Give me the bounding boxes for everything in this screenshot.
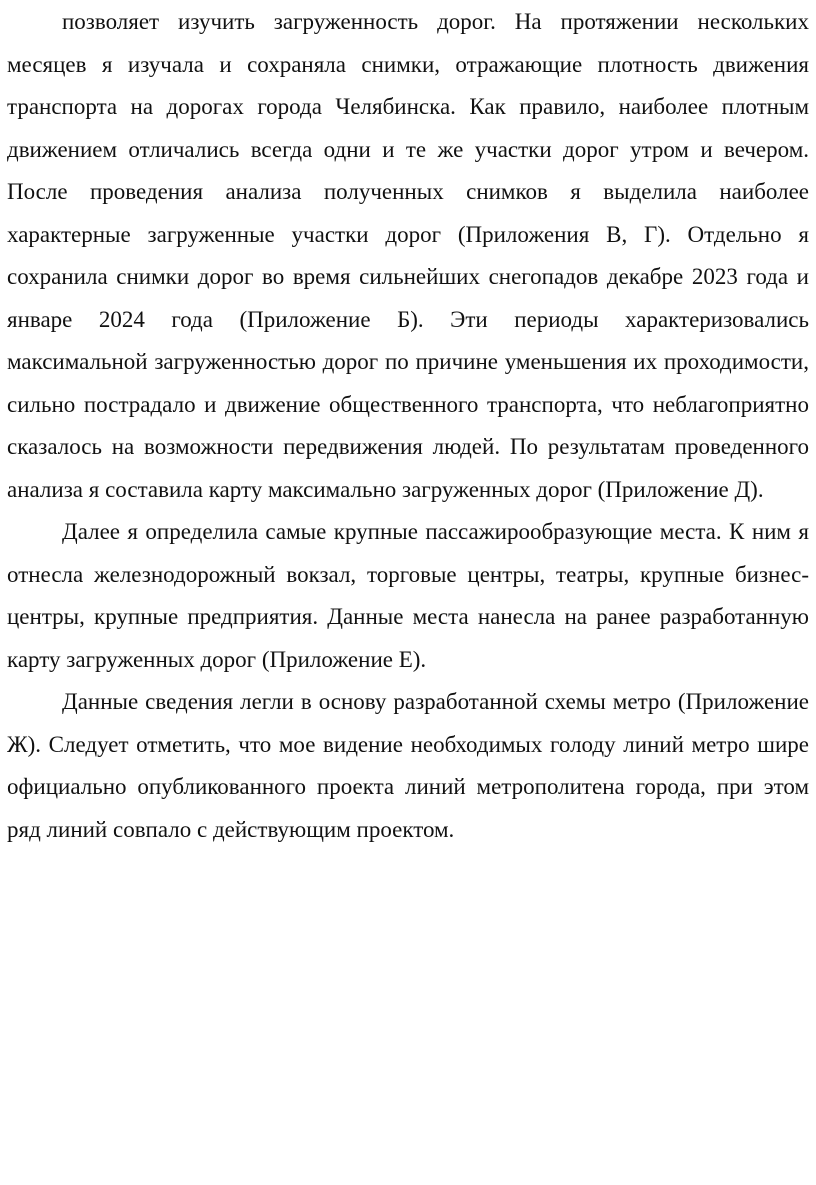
paragraph-passenger-places: Далее я определила самые крупные пассажирообразующие места. К ним я отнесла железнодорожный вокзал, торговые центры, театры, крупные бизнес-центры, крупные предприятия. Данные места нанесла на ранее разработанную карту загруженных дорог (Приложение Е). <box>7 519 809 672</box>
document-body <box>7 1 809 851</box>
paragraph-road-analysis: позволяет изучить загруженность дорог. На протяжении нескольких месяцев я изучала и сохраняла снимки, отражающие плотность движения транспорта на дорогах города Челябинска. Как правило, наиболее плотным движением отличались всегда одни и те же участки дорог утром и вечером. После проведения анализа полученных снимков я выделила наиболее характерные загруженные участки дорог (Приложения В, Г). Отдельно я сохранила снимки дорог во время сильнейших снегопадов декабре 2023 года и январе 2024 года (Приложение Б). Эти периоды характеризовались максимальной загруженностью дорог по причине уменьшения их проходимости, сильно пострадало и движение общественного транспорта, что неблагоприятно сказалось на возможности передвижения людей. По результатам проведенного анализа я составила карту максимально загруженных дорог (Приложение Д). <box>7 9 809 502</box>
paragraph-metro-scheme: Данные сведения легли в основу разработанной схемы метро (Приложение Ж). Следует отметить, что мое видение необходимых голоду линий метро шире официально опубликованного проекта линий метрополитена города, при этом ряд линий совпало с действующим проектом. <box>7 689 809 842</box>
